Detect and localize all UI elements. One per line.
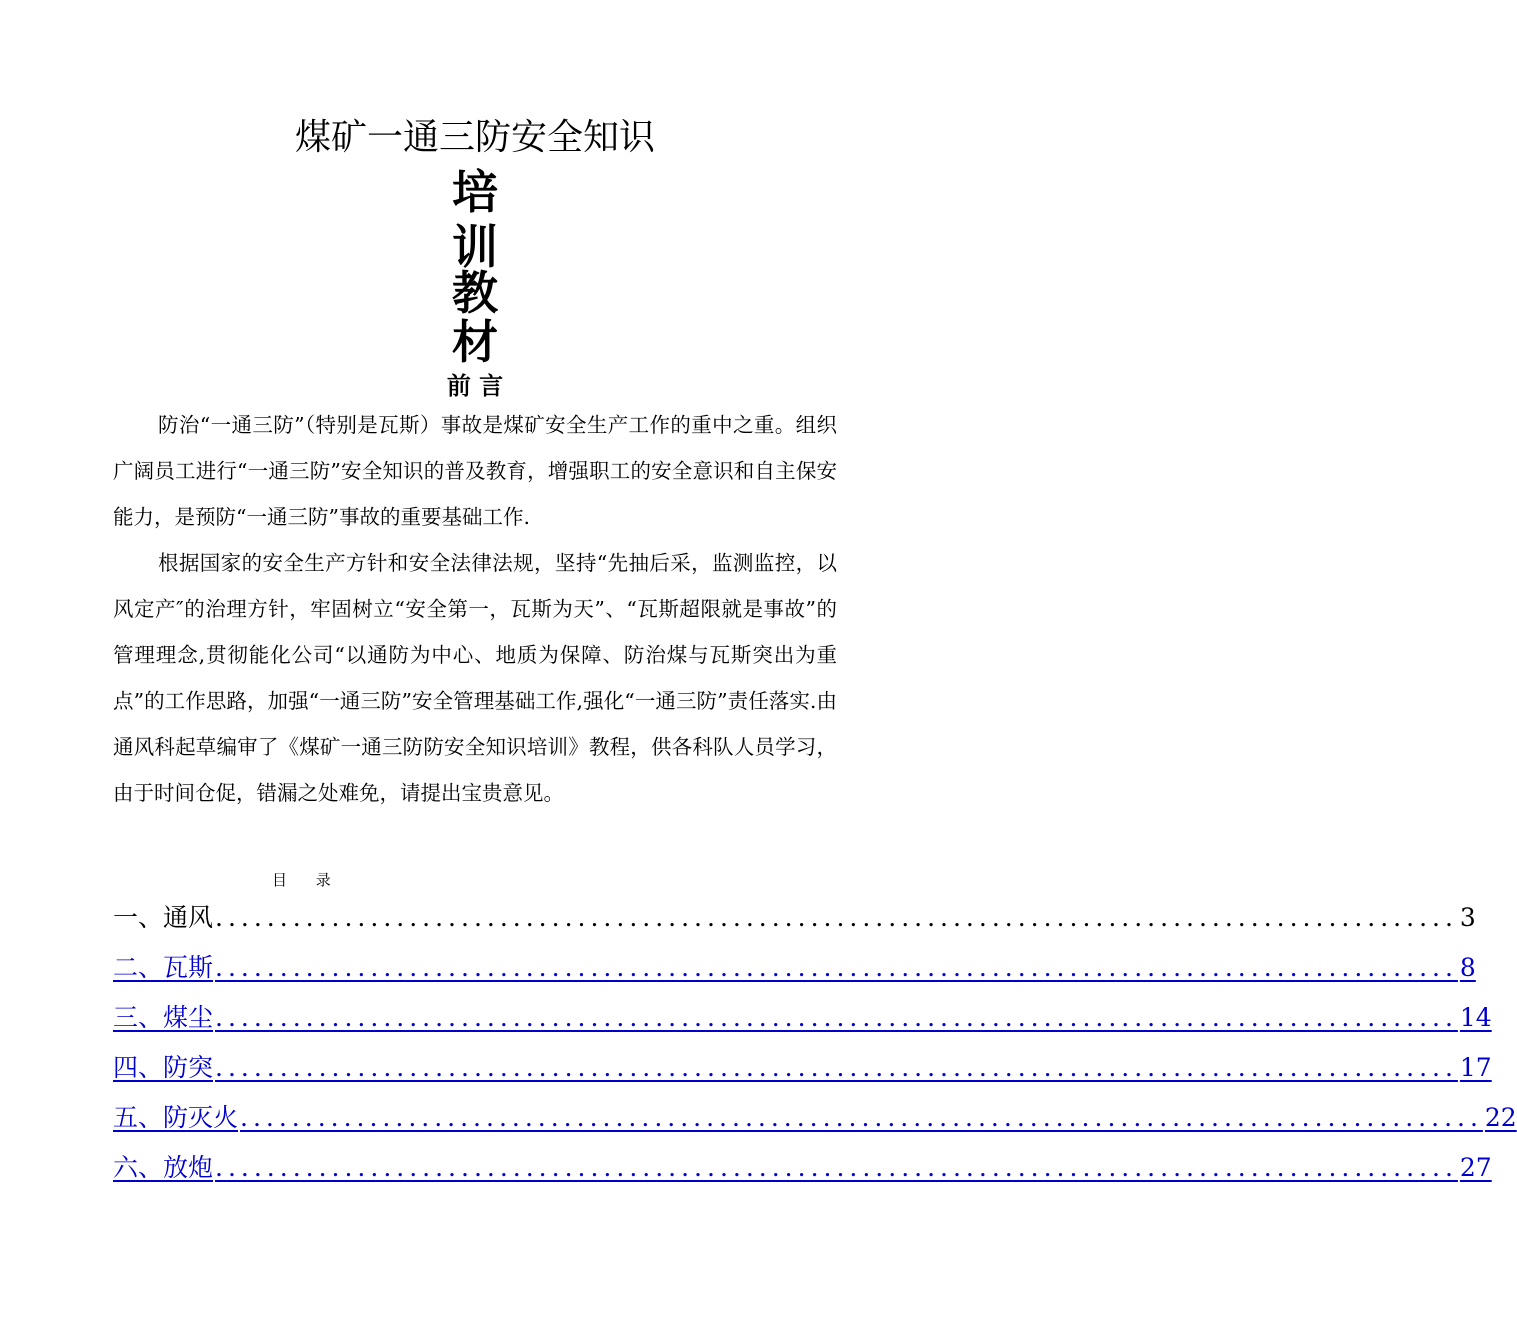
subtitle-char-2: 训 (452, 220, 498, 274)
toc-heading: 目 录 (272, 871, 343, 889)
toc-entry-page: 8 (1459, 953, 1476, 982)
toc-leader-dots: ................................................................................................ (215, 1003, 1458, 1032)
preface-heading: 前 言 (446, 372, 504, 400)
toc-entry-ventilation[interactable] (113, 897, 1476, 947)
toc-entry-label: 三、煤尘 (113, 1003, 214, 1032)
subtitle-char-4: 材 (452, 315, 498, 369)
toc-entry-fire-prevention[interactable] (113, 1097, 1517, 1147)
toc-entry-page: 27 (1459, 1153, 1492, 1182)
toc-leader-dots: ................................................................................................ (215, 953, 1458, 982)
toc-entry-page: 22 (1484, 1103, 1517, 1132)
subtitle-char-3: 教 (452, 266, 498, 320)
document-title: 煤矿一通三防安全知识 (294, 117, 655, 158)
toc-entry-label: 二、瓦斯 (113, 953, 214, 982)
toc-leader-dots: ................................................................................................ (215, 1053, 1458, 1082)
table-of-contents (113, 897, 1517, 1197)
toc-entry-label: 一、通风 (113, 903, 214, 932)
toc-entry-outburst-prevention[interactable] (113, 1047, 1492, 1097)
toc-entry-coal-dust[interactable] (113, 997, 1492, 1047)
toc-entry-label: 五、防灭火 (113, 1103, 239, 1132)
preface-paragraph-2: 根据国家的安全生产方针和安全法律法规，坚持“先抽后采，监测监控，以风定产″的治理方针，牢固树立“安全第一，瓦斯为天”、“瓦斯超限就是事故”的管理理念,贯彻能化公司“以通防为中心、地质为保障、防治煤与瓦斯突出为重点”的工作思路，加强“一通三防”安全管理基础工作,强化“一通三防”责任落实.由通风科起草编审了《煤矿一通三防防安全知识培训》教程，供各科队人员学习，由于时间仓促，错漏之处难免，请提出宝贵意见。 (113, 551, 837, 805)
toc-leader-dots: ................................................................................................ (215, 903, 1458, 932)
toc-leader-dots: ................................................................................................ (240, 1103, 1483, 1132)
toc-leader-dots: ................................................................................................ (215, 1153, 1458, 1182)
toc-entry-page: 3 (1459, 903, 1476, 932)
preface-paragraph-1: 防治“一通三防”（特别是瓦斯）事故是煤矿安全生产工作的重中之重。组织广阔员工进行“一通三防”安全知识的普及教育，增强职工的安全意识和自主保安能力，是预防“一通三防”事故的重要基础工作. (113, 413, 837, 529)
subtitle-char-1: 培 (452, 165, 498, 219)
toc-entry-label: 六、放炮 (113, 1153, 214, 1182)
toc-entry-page: 14 (1459, 1003, 1492, 1032)
toc-entry-label: 四、防突 (113, 1053, 214, 1082)
toc-entry-page: 17 (1459, 1053, 1492, 1082)
toc-entry-gas[interactable] (113, 947, 1476, 997)
toc-entry-blasting[interactable] (113, 1147, 1492, 1197)
